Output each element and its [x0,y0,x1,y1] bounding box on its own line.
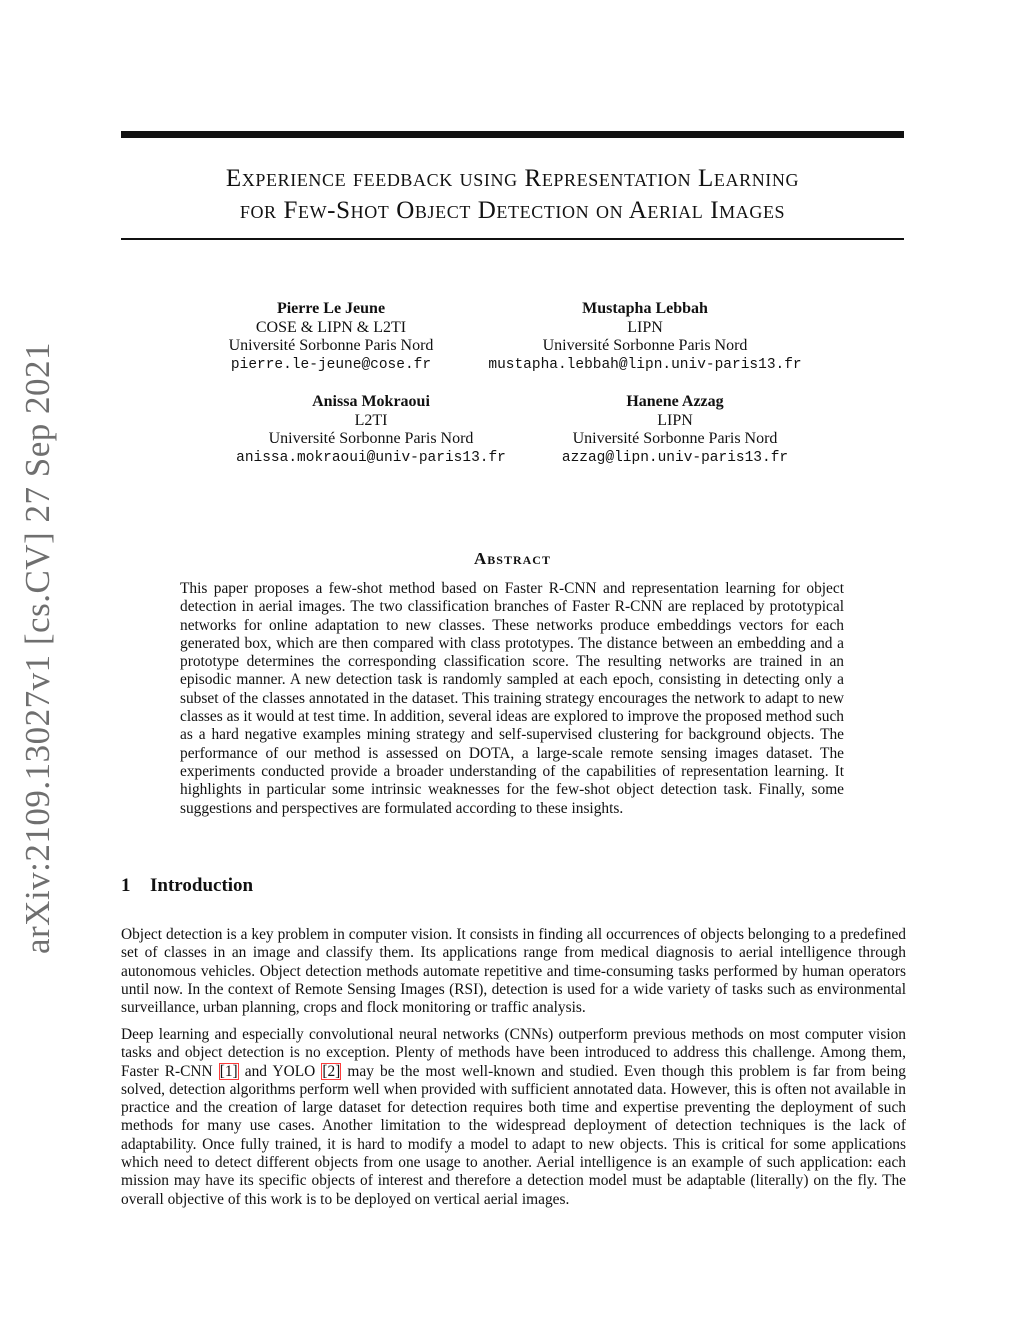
paragraph-text: Deep learning and especially convolutional neural networks (CNNs) outperform previous methods on most computer vision tasks and object detection is no exception. Plenty of methods have been introduced to address this challenge. Among them, Faster R-CNN [121,1026,906,1080]
title-bottom-rule [121,238,904,240]
title-line-1: Experience feedback using Representation Learning [225,165,800,192]
author-email[interactable]: azzag@lipn.univ-paris13.fr [561,449,789,466]
arxiv-identifier[interactable]: arXiv:2109.13027v1 [cs.CV] 27 Sep 2021 [18,341,57,955]
author-name: Anissa Mokraoui [312,393,430,410]
abstract-heading: Abstract [474,549,551,568]
author-email[interactable]: pierre.le-jeune@cose.fr [230,356,432,373]
author-email[interactable]: anissa.mokraoui@univ-paris13.fr [236,449,506,466]
intro-paragraph-2 [121,1026,906,1209]
author-institution: Université Sorbonne Paris Nord [542,337,748,354]
section-number: 1 [121,875,131,896]
author-affiliation: L2TI [354,411,388,429]
author-email[interactable]: mustapha.lebbah@lipn.univ-paris13.fr [488,356,802,373]
author-name: Mustapha Lebbah [582,300,708,317]
intro-paragraph-1: Object detection is a key problem in computer vision. It consists in finding all occurrences of objects belonging to a predefined set of classes in an image and classify them. Its applications range from medical diagnosis to aerial intelligence through autonomous vehicles. Object detection methods automate repetitive and time-consuming tasks performed by human operators until now. In the context of Remote Sensing Images (RSI), detection is used for a wide variety of tasks such as environmental surveillance, urban planning, crops and flock monitoring or traffic analysis. [121,926,906,1017]
citation-link[interactable]: [2] [322,1062,341,1080]
title-line-2: for Few-Shot Object Detection on Aerial Images [239,197,786,224]
author-block [236,393,506,467]
author-affiliation: LIPN [627,318,663,336]
author-institution: Université Sorbonne Paris Nord [228,337,434,354]
paragraph-text: may be the most well-known and studied. Even though this problem is far from being solved, detection algorithms perform well when provided with sufficient annotated data. However, this is often not available in practice and the creation of large dataset for detection requires both time and expertise preventing the deployment of such methods for many use cases. Another limitation to the widespread deployment of detection techniques is the lack of adaptability. Once fully trained, it is hard to modify a model to adapt to new objects. This is critical for some applications which need to detect different objects from one usage to another. Aerial intelligence is an example of such application: each mission may have its specific objects of interest and therefore a detection model must be adaptable (literally) on the fly. The overall objective of this work is to be deployed on vertical aerial images. [121,1062,906,1208]
author-name: Pierre Le Jeune [276,300,386,317]
abstract-text: This paper proposes a few-shot method based on Faster R-CNN and representation learning for object detection in aerial images. The two classification branches of Faster R-CNN are replaced by prototypical networks for online adaptation to new classes. These networks produce embeddings vectors for each generated box, which are then compared with class prototypes. The distance between an embedding and a prototype determines the corresponding classification score. The resulting networks are trained in an episodic manner. A new detection task is randomly sampled at each epoch, consisting in detecting only a subset of the classes annotated in the dataset. This training strategy encourages the network to adapt to new classes as it would at test time. In addition, several ideas are explored to improve the proposed method such as a hard negative examples mining strategy and self-supervised clustering for background objects. The performance of our method is assessed on DOTA, a large-scale remote sensing images dataset. The experiments conducted provide a broader understanding of the capabilities of representation learning. It highlights in particular some intrinsic weaknesses for the few-shot object detection task. Finally, some suggestions and perspectives are formulated according to these insights. [180,580,844,817]
author-institution: Université Sorbonne Paris Nord [268,430,474,447]
author-block [562,393,788,467]
author-name: Hanene Azzag [626,393,724,410]
author-affiliation: COSE & LIPN & L2TI [255,318,407,336]
author-affiliation: LIPN [657,411,693,429]
author-institution: Université Sorbonne Paris Nord [572,430,778,447]
section-heading [121,875,253,897]
title-top-rule [121,131,904,138]
citation-link[interactable]: [1] [219,1062,238,1080]
author-block [488,300,801,374]
paper-title [121,163,904,227]
section-title: Introduction [150,875,254,896]
author-block [229,300,434,374]
paragraph-text: and YOLO [238,1062,322,1080]
